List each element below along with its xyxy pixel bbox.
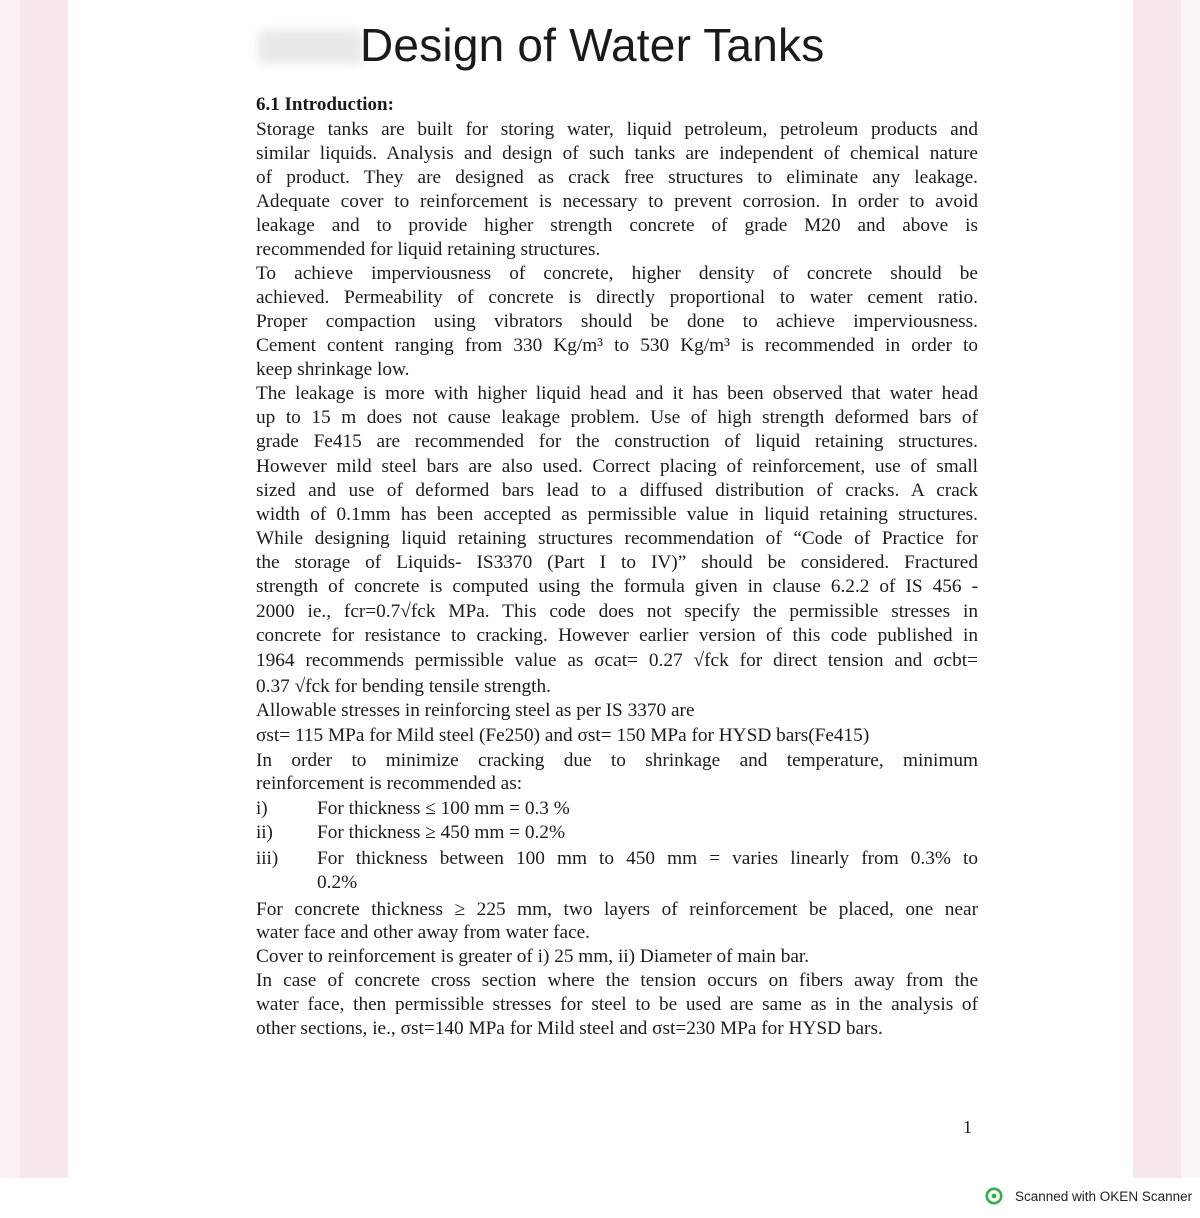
list-item-number: iii) xyxy=(256,848,279,869)
list-item-number: ii) xyxy=(256,822,273,843)
body-line: The leakage is more with higher liquid head and it has been observed that water head xyxy=(256,383,978,404)
body-line: σst= 115 MPa for Mild steel (Fe250) and σst= 150 MPa for HYSD bars(Fe415) xyxy=(256,725,870,746)
body-line: However mild steel bars are also used. Correct placing of reinforcement, use of small xyxy=(256,456,978,477)
oken-scanner-icon xyxy=(985,1187,1003,1205)
body-line: width of 0.1mm has been accepted as permissible value in liquid retaining structures. xyxy=(256,504,978,525)
body-line: Cement content ranging from 330 Kg/m³ to 530 Kg/m³ is recommended in order to xyxy=(256,335,978,356)
list-item-text: For thickness ≤ 100 mm = 0.3 % xyxy=(317,798,570,819)
body-line: In order to minimize cracking due to shrinkage and temperature, minimum xyxy=(256,750,978,771)
body-line: To achieve imperviousness of concrete, higher density of concrete should be xyxy=(256,263,978,284)
scanner-watermark-text: Scanned with OKEN Scanner xyxy=(1015,1188,1193,1204)
body-line: achieved. Permeability of concrete is directly proportional to water cement ratio. xyxy=(256,287,978,308)
body-line: Storage tanks are built for storing water, liquid petroleum, petroleum products and xyxy=(256,119,978,140)
body-line: water face, then permissible stresses for steel to be used are same as in the analysis of xyxy=(256,994,978,1015)
body-line: In case of concrete cross section where the tension occurs on fibers away from the xyxy=(256,970,978,991)
body-line: sized and use of deformed bars lead to a diffused distribution of cracks. A crack xyxy=(256,480,978,501)
body-line: water face and other away from water face. xyxy=(256,922,591,943)
body-line: While designing liquid retaining structures recommendation of “Code of Practice for xyxy=(256,528,978,549)
body-line: Cover to reinforcement is greater of i) 25 mm, ii) Diameter of main bar. xyxy=(256,946,810,967)
page-number: 1 xyxy=(963,1117,972,1137)
scan-smudge xyxy=(258,30,363,64)
page-title: Design of Water Tanks xyxy=(360,19,825,71)
body-line: reinforcement is recommended as: xyxy=(256,773,523,794)
body-line: 0.37 √fck for bending tensile strength. xyxy=(256,676,551,697)
scanner-watermark xyxy=(985,1186,1192,1206)
body-line: For concrete thickness ≥ 225 mm, two layers of reinforcement be placed, one near xyxy=(256,899,978,920)
body-line: keep shrinkage low. xyxy=(256,359,410,380)
body-line: strength of concrete is computed using the formula given in clause 6.2.2 of IS 456 - xyxy=(256,576,978,597)
body-line: the storage of Liquids- IS3370 (Part I to IV)” should be considered. Fractured xyxy=(256,552,978,573)
body-line: 1964 recommends permissible value as σcat= 0.27 √fck for direct tension and σcbt= xyxy=(256,650,978,671)
body-line: 2000 ie., fcr=0.7√fck MPa. This code does not specify the permissible stresses in xyxy=(256,601,978,622)
body-line: concrete for resistance to cracking. However earlier version of this code published in xyxy=(256,625,978,646)
list-item-text: For thickness between 100 mm to 450 mm = varies linearly from 0.3% to xyxy=(317,848,978,869)
body-line: similar liquids. Analysis and design of such tanks are independent of chemical nature xyxy=(256,143,978,164)
body-line: recommended for liquid retaining structures. xyxy=(256,239,601,260)
body-line: other sections, ie., σst=140 MPa for Mild steel and σst=230 MPa for HYSD bars. xyxy=(256,1018,883,1039)
scan-shadow-right xyxy=(1133,0,1181,1178)
body-line: Proper compaction using vibrators should be done to achieve imperviousness. xyxy=(256,311,978,332)
scan-margin-right xyxy=(1181,0,1200,1178)
body-line: Allowable stresses in reinforcing steel as per IS 3370 are xyxy=(256,700,695,721)
scan-margin-left xyxy=(0,0,20,1178)
body-line: grade Fe415 are recommended for the construction of liquid retaining structures. xyxy=(256,431,978,452)
list-item-number: i) xyxy=(256,798,268,819)
body-line: up to 15 m does not cause leakage problem. Use of high strength deformed bars of xyxy=(256,407,978,428)
body-line: leakage and to provide higher strength concrete of grade M20 and above is xyxy=(256,215,978,236)
list-item-continuation: 0.2% xyxy=(317,872,358,893)
body-line: of product. They are designed as crack free structures to eliminate any leakage. xyxy=(256,167,978,188)
body-line: Adequate cover to reinforcement is necessary to prevent corrosion. In order to avoid xyxy=(256,191,978,212)
scan-shadow-left xyxy=(20,0,68,1178)
list-item-text: For thickness ≥ 450 mm = 0.2% xyxy=(317,822,566,843)
section-heading: 6.1 Introduction: xyxy=(256,94,394,115)
